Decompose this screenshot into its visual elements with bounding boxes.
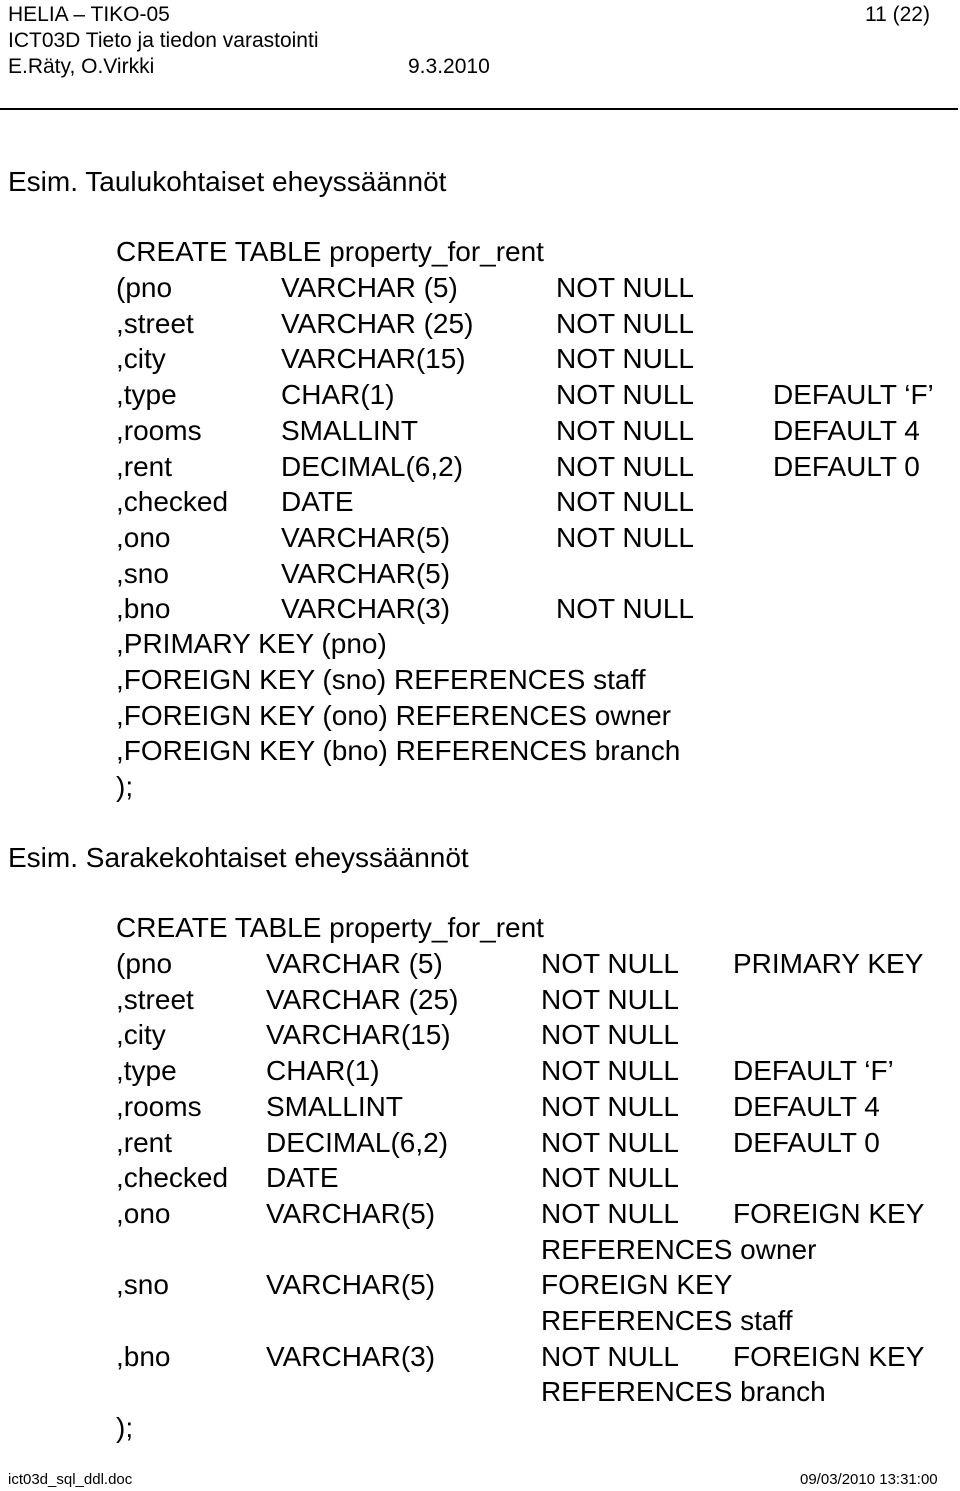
column-type: DATE xyxy=(266,1162,339,1194)
column-name: ,ono xyxy=(116,521,171,553)
column-type: VARCHAR (5) xyxy=(281,272,458,303)
column-extra: FOREIGN KEY xyxy=(733,1340,925,1372)
header-page-number: 11 (22) xyxy=(865,3,930,26)
header-authors: E.Räty, O.Virkki xyxy=(8,55,155,78)
column-constraint: NOT NULL xyxy=(541,1340,679,1372)
column-name: ,bno xyxy=(116,1340,171,1372)
column-constraint: REFERENCES staff xyxy=(541,1305,793,1336)
section2-closing: ); xyxy=(116,1412,134,1443)
section1-closing: ); xyxy=(116,771,134,802)
column-type: VARCHAR(15) xyxy=(281,343,466,375)
column-type: VARCHAR (25) xyxy=(281,307,474,339)
column-name: ,sno xyxy=(116,1269,169,1301)
constraint-line: ,FOREIGN KEY (bno) REFERENCES branch xyxy=(116,735,681,766)
column-extra: PRIMARY KEY xyxy=(733,948,924,979)
footer-filename: ict03d_sql_ddl.doc xyxy=(8,1471,133,1488)
column-name: ,type xyxy=(116,1055,177,1087)
column-type: SMALLINT xyxy=(266,1090,403,1122)
column-name: (pno xyxy=(116,272,173,303)
footer-timestamp: 09/03/2010 13:31:00 xyxy=(800,1471,938,1488)
column-extra: DEFAULT ‘F’ xyxy=(773,379,934,411)
column-type: DECIMAL(6,2) xyxy=(266,1126,449,1158)
column-name: ,street xyxy=(116,307,194,339)
column-name: ,bno xyxy=(116,593,171,625)
column-type: VARCHAR(15) xyxy=(266,1019,451,1051)
column-type: VARCHAR(3) xyxy=(266,1340,436,1372)
column-type: SMALLINT xyxy=(281,414,418,446)
column-constraint: NOT NULL xyxy=(541,1126,679,1158)
column-name: ,rent xyxy=(116,450,173,482)
section2-heading: Esim. Sarakekohtaiset eheyssäännöt xyxy=(8,842,469,873)
column-constraint: NOT NULL xyxy=(541,983,679,1015)
column-type: CHAR(1) xyxy=(281,379,395,411)
section2-create-statement: CREATE TABLE property_for_rent xyxy=(116,912,544,943)
section1-heading: Esim. Taulukohtaiset eheyssäännöt xyxy=(8,166,447,197)
column-type: VARCHAR(5) xyxy=(281,521,451,553)
column-type: VARCHAR (25) xyxy=(266,983,459,1015)
section1-create-statement: CREATE TABLE property_for_rent xyxy=(116,236,544,267)
column-constraint: NOT NULL xyxy=(556,414,694,446)
column-constraint: NOT NULL xyxy=(541,1090,679,1122)
column-constraint: NOT NULL xyxy=(556,343,694,375)
column-constraint: NOT NULL xyxy=(541,1055,679,1087)
column-constraint: NOT NULL xyxy=(556,307,694,339)
column-constraint: NOT NULL xyxy=(556,486,694,518)
column-name: ,city xyxy=(116,343,166,375)
column-constraint: NOT NULL xyxy=(556,379,694,411)
constraint-line: ,FOREIGN KEY (sno) REFERENCES staff xyxy=(116,664,646,695)
column-constraint: FOREIGN KEY xyxy=(541,1269,733,1301)
column-type: VARCHAR(5) xyxy=(266,1197,436,1229)
constraint-line: ,FOREIGN KEY (ono) REFERENCES owner xyxy=(116,700,671,731)
column-extra: DEFAULT 4 xyxy=(773,414,920,446)
column-constraint: NOT NULL xyxy=(541,1197,679,1229)
column-name: ,type xyxy=(116,379,177,411)
column-constraint: NOT NULL xyxy=(556,593,694,625)
column-name: ,street xyxy=(116,983,194,1015)
column-name: ,checked xyxy=(116,486,229,518)
column-name: ,sno xyxy=(116,557,169,589)
column-type: DECIMAL(6,2) xyxy=(281,450,464,482)
column-name: ,city xyxy=(116,1019,166,1051)
column-type: VARCHAR(5) xyxy=(281,557,451,589)
column-type: DATE xyxy=(281,486,354,518)
column-type: VARCHAR(3) xyxy=(281,593,451,625)
column-constraint: NOT NULL xyxy=(556,450,694,482)
header-date: 9.3.2010 xyxy=(408,55,490,78)
header-rule xyxy=(0,108,958,110)
constraint-line: ,PRIMARY KEY (pno) xyxy=(116,628,387,659)
header-course: ICT03D Tieto ja tiedon varastointi xyxy=(8,29,319,52)
column-constraint: NOT NULL xyxy=(541,1162,679,1194)
column-type: CHAR(1) xyxy=(266,1055,380,1087)
column-name: ,rooms xyxy=(116,414,202,446)
column-type: VARCHAR(5) xyxy=(266,1269,436,1301)
column-extra: DEFAULT ‘F’ xyxy=(733,1055,894,1087)
column-constraint: NOT NULL xyxy=(556,272,694,303)
header-org: HELIA – TIKO-05 xyxy=(8,3,170,26)
column-constraint: NOT NULL xyxy=(541,1019,679,1051)
column-constraint: NOT NULL xyxy=(541,948,679,979)
column-name: ,checked xyxy=(116,1162,229,1194)
column-type: VARCHAR (5) xyxy=(266,948,443,979)
column-constraint: NOT NULL xyxy=(556,521,694,553)
column-extra: DEFAULT 4 xyxy=(733,1090,880,1122)
column-name: ,rent xyxy=(116,1126,173,1158)
column-name: ,ono xyxy=(116,1197,171,1229)
column-name: ,rooms xyxy=(116,1090,202,1122)
column-name: (pno xyxy=(116,948,173,979)
column-extra: DEFAULT 0 xyxy=(733,1126,880,1158)
column-extra: FOREIGN KEY xyxy=(733,1197,925,1229)
column-constraint: REFERENCES owner xyxy=(541,1233,817,1265)
column-extra: DEFAULT 0 xyxy=(773,450,920,482)
column-constraint: REFERENCES branch xyxy=(541,1376,826,1408)
